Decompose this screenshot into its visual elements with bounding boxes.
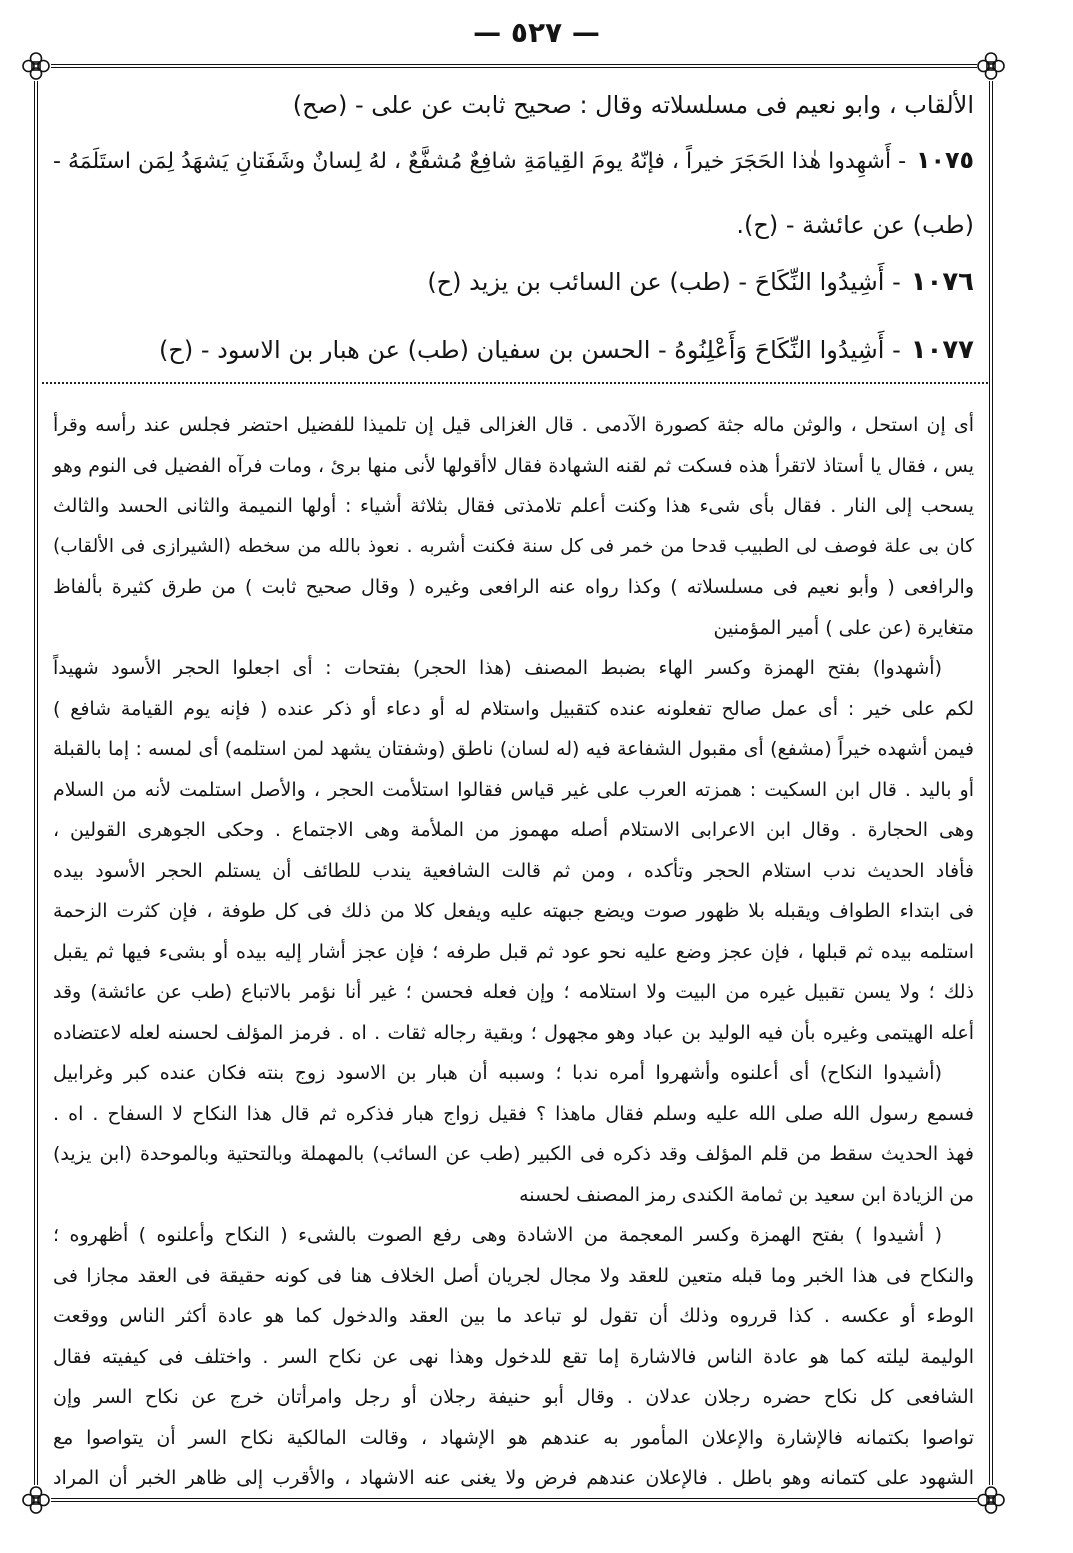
commentary-line: كان بى علة فوصف لى الطبيب قدحا من خمر فى كل سنة فكنت أشربه . نعوذ بالله من سخطه (الشيرازى فى الألقاب) [53, 535, 974, 557]
commentary-line: من الزيادة ابن سعيد بن ثمامة الكندى رمز المصنف لحسنه [519, 1183, 974, 1206]
commentary-line: متغايرة (عن على ) أمير المؤمنين [713, 616, 974, 639]
commentary-line: الشافعى كل نكاح حضره رجلان عدلان . وقال أبو حنيفة رجلان أو رجل وامرأتان خرج عن نكاح السر وإن [53, 1386, 974, 1408]
commentary-line: فيمن أشهده خيراً (مشفع) أى مقبول الشفاعة فيه (له لسان) ناطق (وشفتان يشهد لمن استلمه) أى لمسه : إما بالقبلة [53, 738, 974, 760]
hadith-line [52, 260, 974, 304]
commentary-line: فى ابتداء الطواف ويقبله بلا ظهور صوت ويضع جبهته عليه ويفعل كلا من ذلك فى كل طوفة ، فإن كثرت الزحمة [53, 900, 974, 922]
commentary-line: أو باليد . قال ابن السكيت : همزته العرب على غير قياس فقالوا استلأمت الحجر ، والأصل استلمت لأنه من السلام [53, 778, 974, 801]
corner-ornament-bottom-left [21, 1485, 51, 1515]
frame-border-left [34, 81, 38, 1485]
hadith-source: (طب) عن عائشة - (ح). [736, 211, 974, 239]
matn-continuation-line [52, 83, 974, 127]
corner-ornament-top-left [21, 51, 51, 81]
commentary-line: أعله الهيتمى وغيره بأن فيه الوليد بن عباد وهو مجهول ؛ وبقية رجاله ثقات . اه . فرمز المؤلف لحسنه لعله لاعتضاده [53, 1021, 974, 1044]
commentary-line: (أشهدوا) بفتح الهمزة وكسر الهاء بضبط المصنف (هذا الحجر) بفتحات : أى اجعلوا الحجر الأسود شهيداً [53, 657, 942, 679]
commentary-line: الوليمة ليلته كما هو عادة الناس فالاشارة إما تقع للدخول وهذا نهى عن نكاح السر . واختلف فى كيفيته فقال [53, 1345, 974, 1368]
commentary-line: وهى الحجارة . وقال ابن الاعرابى الاستلام أصله مهموز من الملأمة وهى الاجتماع . وحكى الجوهرى القولين ، [53, 819, 974, 841]
corner-ornament-bottom-right [976, 1485, 1006, 1515]
commentary-line: استلمه بيده ثم قبلها ، فإن عجز وضع عليه نحو عود ثم قبل طرفه ؛ فإن عجز أشار إليه بيده أو بشىء فيها ثم يقبل [53, 940, 974, 963]
corner-ornament-top-right [976, 51, 1006, 81]
commentary-line: الشهود على كتمانه وهو باطل . فالإعلان عندهم فرض ولا يغنى عنه الاشهاد ، والأقرب إلى ظاهر الخبر أن المراد [53, 1467, 974, 1489]
commentary-line: يسحب إلى النار . فقال بأى شىء هذا وكنت أعلم تلامذتى فقال بثلاثة أشياء : أولها النميمة والثانى الحسد والثالث [53, 495, 974, 517]
commentary-line: والرافعى ( وأبو نعيم فى مسلسلاته ) وكذا رواه عنه الرافعى وغيره ( وقال صحيح ثابت ) من طرق كثيرة بألفاظ [53, 576, 974, 598]
commentary-line: فهذ الحديث سقط من قلم المؤلف وقد ذكره فى الكبير (طب عن السائب) بالمهملة وبالتحتية وبالموحدة (ابن يزيد) [53, 1143, 974, 1165]
commentary-line: فأفاد الحديث ندب استلام الحجر وتأكده ، ومن ثم قالت الشافعية يندب للطائف أن يستلم الحجر الأسود بيده [53, 859, 974, 882]
commentary-line: يس ، فقال يا أستاذ لاتقرأ هذه فسكت ثم لقنه الشهادة فقال لاأقولها لأنى منها برئ ، ومات فرآه الفضيل فى النوم وهو [53, 454, 974, 477]
commentary-line: (أشيدوا النكاح) أى أعلنوه وأشهروا أمره ندبا ؛ وسببه أن هبار بن الاسود زوج بنته فكان عنده كبر وغرابيل [53, 1062, 942, 1084]
commentary-line: والنكاح فى هذا الخبر وما قبله متعين للعقد ولا مجال لجريان أصل الخلاف هنا فى كونه حقيقة فى العقد مجازا فى [53, 1264, 974, 1287]
section-divider [42, 382, 988, 384]
frame-border-bottom [51, 1498, 977, 1502]
matn-continuation-text: الألقاب ، وابو نعيم فى مسلسلاته وقال : صحيح ثابت عن على - (صح) [292, 91, 974, 119]
commentary-line: لكم على خير : أى عمل صالح تفعلونه عنده كتقبيل واستلام له أو دعاء أو ذكر عنده ( فإنه يوم القيامة شافع ) [53, 697, 974, 720]
commentary-line: الوطء أو عكسه . كذا قرروه وذلك أن تقول لو تباعد ما بين العقد والدخول كما هو عادة أكثر الناس ووقعت [53, 1305, 974, 1327]
page-number: — ٥٢٧ — [473, 16, 600, 49]
commentary-line: ( أشيدوا ) بفتح الهمزة وكسر المعجمة من الاشادة وهى رفع الصوت بالشىء ( النكاح وأعلنوه ) أظهروه ؛ [53, 1224, 942, 1246]
commentary-line: ذلك ؛ ولا يسن تقبيل غيره من البيت ولا استلامه ؛ وإن فعله فحسن ؛ غير أنا نؤمر بالاتباع (طب عن عائشة) وقد [53, 981, 974, 1003]
frame-border-top [51, 64, 977, 68]
hadith-number: ١٠٧٥ [916, 146, 974, 174]
commentary-block [52, 405, 974, 1499]
commentary-line: فسمع رسول الله صلى الله عليه وسلم فقال ماهذا ؟ فقيل زواج هبار فذكره ثم قال هذا النكاح لا السفاح . اه . [53, 1102, 974, 1125]
frame-border-right [989, 81, 993, 1485]
hadith-text: - أَشِيدُوا النِّكَاحَ - (طب) عن السائب بن يزيد (ح) [427, 268, 901, 296]
commentary-line: أى إن استحل ، والوثن ماله جثة كصورة الآدمى . قال الغزالى قيل إن تلميذا للفضيل احتضر فجلس عند رأسه وقرأ [53, 414, 974, 436]
hadith-line [52, 328, 974, 372]
hadith-line [52, 138, 974, 182]
hadith-text: - أَشِيدُوا النِّكَاحَ وَأَعْلِنُوهُ - الحسن بن سفيان (طب) عن هبار بن الاسود - (ح) [159, 336, 901, 364]
commentary-line: تواصوا بكتمانه فالإشارة والإعلان المأمور به عندهم هو الإشهاد ، وقالت المالكية نكاح السر أن يتواصوا مع [53, 1426, 974, 1449]
hadith-number: ١٠٧٧ [910, 335, 974, 365]
hadith-text: - أَشهِدوا هٰذا الحَجَرَ خيراً ، فإنّهُ يومَ القِيامَةِ شافِعٌ مُشفَّعٌ ، لهُ لِسانٌ وشَفَتانِ يَشهَدُ لِمَن استَلَمَهُ - [53, 149, 907, 174]
hadith-line-continuation [52, 203, 974, 247]
hadith-number: ١٠٧٦ [910, 267, 974, 297]
